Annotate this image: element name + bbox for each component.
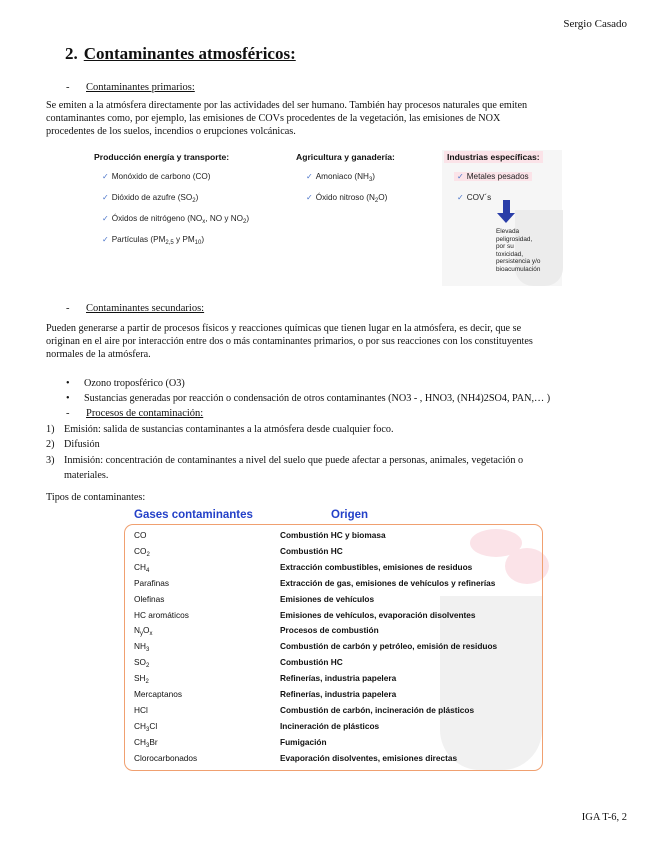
- gas-cell: [134, 625, 152, 637]
- paragraph-line: procedentes de los suelos, incendios o erupciones volcánicas.: [46, 126, 296, 137]
- check-item: [306, 193, 387, 204]
- gas-cell: [134, 721, 157, 733]
- check-icon: ✓: [102, 235, 109, 244]
- dash: -: [66, 82, 70, 93]
- gas-name: Clorocarbonados: [134, 752, 198, 763]
- primarios-paragraph: [46, 99, 626, 138]
- proceso-text: Emisión: salida de sustancias contaminantes a la atmósfera desde cualquier foco.: [64, 424, 394, 435]
- gas-name: N: [134, 625, 140, 636]
- origen-cell: Combustión HC y biomasa: [280, 530, 386, 540]
- table-header-gases: Gases contaminantes: [134, 509, 253, 521]
- check-item: [102, 172, 210, 181]
- table-row: [134, 623, 544, 639]
- origen-cell: Combustión de carbón, incineración de plásticos: [280, 704, 475, 715]
- note-line: peligrosidad,: [496, 235, 533, 243]
- bullet-text: Sustancias generadas por reacción o condensación de otros contaminantes (NO3 - , HNO3, (NH4)2SO4, PAN,… ): [84, 393, 551, 404]
- subscript: 2: [146, 551, 150, 558]
- table-row: [134, 560, 544, 576]
- paragraph-line: Se emiten a la atmósfera directamente por las actividades del ser humano. También hay procesos naturales que emiten: [46, 100, 528, 111]
- proceso-text: Inmisión: concentración de contaminantes a nivel del suelo que puede afectar a personas, animales, vegetación o: [64, 455, 524, 466]
- gas-name-tail: Cl: [149, 720, 158, 731]
- check-item: [102, 193, 198, 204]
- subscript: 3: [145, 742, 150, 749]
- paragraph-line: originan en el aire por interacción entre dos o más contaminantes primarios, o por sus reacciones con los constituyentes: [46, 336, 533, 347]
- gas-cell: [134, 562, 149, 574]
- industrias-note: [496, 228, 566, 273]
- gas-name: CH: [134, 561, 146, 572]
- arrow-head-icon: [497, 213, 515, 223]
- check-item-text: Dióxido de azufre (SO: [111, 193, 193, 202]
- page-footer: IGA T-6, 2: [581, 812, 627, 823]
- check-icon: ✓: [102, 214, 109, 223]
- subscript: 2: [243, 219, 247, 225]
- gas-cell: [134, 673, 149, 685]
- subscript: 2,5: [165, 240, 174, 246]
- gas-name-tail: O: [143, 625, 150, 636]
- bullet-text: Ozono troposférico (O3): [84, 378, 185, 389]
- arrow-down-icon: [503, 200, 510, 214]
- table-row: [134, 719, 544, 735]
- table-row: [134, 608, 544, 624]
- bullet-icon: •: [66, 393, 70, 404]
- note-line: bioacumulación: [496, 265, 541, 273]
- heading-secundarios-text: Contaminantes secundarios:: [86, 303, 205, 314]
- subscript: 10: [194, 240, 202, 246]
- origen-cell: Fumigación: [280, 736, 327, 747]
- gas-cell: [134, 753, 197, 763]
- paragraph-line: Pueden generarse a partir de procesos físicos y reacciones químicas que tienen lugar en la atmósfera, es decir, que se: [46, 323, 522, 334]
- tipos-label: Tipos de contaminantes:: [46, 492, 146, 503]
- subscript: 3: [145, 647, 150, 654]
- note-line: Elevada: [496, 228, 520, 235]
- gas-cell: [134, 594, 164, 604]
- check-item-text: Partículas (PM: [111, 235, 166, 244]
- note-line: por su: [496, 243, 514, 250]
- table-row: [134, 655, 544, 671]
- heading-procesos: [66, 408, 203, 419]
- gas-name-tail: Br: [149, 736, 158, 747]
- col-industrias-title: Industrias específicas:: [444, 151, 543, 163]
- dash: -: [66, 408, 70, 419]
- gas-name: Mercaptanos: [134, 689, 182, 699]
- subscript: x: [149, 631, 153, 638]
- gas-cell: [134, 641, 149, 653]
- gas-name: CO: [134, 545, 147, 556]
- proceso-text-cont: materiales.: [64, 470, 109, 481]
- table-row: [134, 735, 544, 751]
- section-number: 2.: [65, 44, 78, 63]
- proceso-number: 1): [46, 424, 55, 435]
- check-item-text: Óxidos de nitrógeno (NO: [111, 214, 203, 223]
- subscript: 2: [374, 198, 379, 204]
- check-icon: ✓: [102, 193, 109, 202]
- check-item-text: COV´s: [466, 193, 492, 202]
- subscript: 3: [145, 726, 150, 733]
- check-icon: ✓: [457, 193, 464, 202]
- gas-cell: [134, 610, 189, 620]
- table-row: [134, 639, 544, 655]
- gas-name: CH: [134, 736, 146, 747]
- origen-cell: Evaporación disolventes, emisiones directas: [280, 752, 458, 763]
- section-title-text: Contaminantes atmosféricos:: [83, 44, 296, 63]
- proceso-text: Difusión: [64, 439, 100, 450]
- table-row: [134, 544, 544, 560]
- table-row: [134, 528, 544, 544]
- table-row: [134, 592, 544, 608]
- check-item-text: ): [372, 172, 376, 181]
- check-icon: ✓: [102, 172, 109, 181]
- subscript: 2: [192, 198, 196, 204]
- gas-name: HC aromáticos: [134, 609, 189, 620]
- secundarios-paragraph: [46, 322, 626, 361]
- gas-cell: [134, 737, 158, 749]
- gas-name: NH: [134, 641, 146, 652]
- origen-cell: Procesos de combustión: [280, 625, 379, 636]
- check-item-text: Metales pesados: [466, 172, 529, 181]
- paragraph-line: normales de la atmósfera.: [46, 349, 151, 360]
- check-item: [102, 214, 249, 225]
- check-item-text: Óxido nitroso (N: [315, 193, 375, 202]
- bullet-icon: •: [66, 378, 70, 389]
- bullet-item: [66, 393, 550, 404]
- origen-cell: Extracción de gas, emisiones de vehículos y refinerías: [280, 577, 496, 588]
- proceso-item: [46, 455, 523, 466]
- paragraph-line: contaminantes como, por ejemplo, las emisiones de COVs procedentes de la vegetación, las emisiones de NOX: [46, 113, 501, 124]
- proceso-item: [46, 424, 394, 435]
- gas-name: SO: [134, 657, 146, 668]
- gas-cell: [134, 705, 148, 715]
- heading-secundarios: [66, 303, 204, 314]
- gas-cell: [134, 578, 169, 588]
- note-line: toxicidad,: [496, 250, 523, 258]
- gas-name: CO: [134, 530, 147, 540]
- gas-cell: [134, 689, 182, 699]
- origen-cell: Combustión de carbón y petróleo, emisión de residuos: [280, 641, 498, 652]
- check-item-text: Amoniaco (NH: [315, 172, 369, 181]
- gas-cell: [134, 530, 146, 540]
- gas-cell: [134, 546, 150, 558]
- check-icon: ✓: [306, 193, 313, 202]
- heading-procesos-text: Procesos de contaminación:: [86, 408, 204, 419]
- table-row: [134, 687, 544, 703]
- table-row: [134, 751, 544, 767]
- gas-name: HCl: [134, 704, 148, 715]
- subscript: x: [202, 219, 206, 225]
- dash: -: [66, 303, 70, 314]
- subscript: y: [140, 631, 143, 638]
- check-item-text: O): [378, 193, 388, 202]
- check-item-text: Monóxido de carbono (CO): [111, 172, 211, 181]
- proceso-number: 3): [46, 455, 55, 466]
- subscript: 2: [146, 663, 150, 670]
- col-energia-title: Producción energía y transporte:: [94, 152, 230, 162]
- note-line: persistencia y/o: [496, 258, 541, 265]
- gas-name: SH: [134, 673, 146, 684]
- subscript: 3: [368, 177, 373, 183]
- origen-cell: Extracción combustibles, emisiones de residuos: [280, 561, 473, 572]
- gas-cell: [134, 657, 149, 669]
- check-item-text: , NO y NO: [205, 214, 244, 223]
- col-agricultura-title: Agricultura y ganadería:: [296, 152, 395, 162]
- bullet-item: [66, 378, 185, 389]
- check-item: [457, 193, 491, 202]
- check-item: [306, 172, 375, 183]
- check-item-text: y PM: [173, 235, 195, 244]
- section-title: [65, 44, 296, 64]
- origen-cell: Combustión HC: [280, 657, 343, 668]
- gas-name: CH: [134, 720, 146, 731]
- check-item-text: ): [201, 235, 205, 244]
- proceso-number: 2): [46, 439, 55, 450]
- table-row: [134, 703, 544, 719]
- origen-cell: Incineración de plásticos: [280, 720, 380, 731]
- origen-cell: Refinerías, industria papelera: [280, 673, 397, 684]
- gas-name: Parafinas: [134, 577, 170, 588]
- check-item: [454, 172, 532, 181]
- table-row: [134, 671, 544, 687]
- table-header-origen: Origen: [331, 509, 369, 521]
- origen-cell: Refinerías, industria papelera: [280, 689, 397, 699]
- origen-cell: Emisiones de vehículos: [280, 593, 375, 604]
- check-item-text: ): [246, 214, 250, 223]
- origen-cell: Combustión HC: [280, 545, 343, 556]
- check-item: [102, 235, 204, 246]
- subscript: 4: [145, 567, 150, 574]
- subscript: 2: [145, 679, 149, 686]
- gas-name: Olefinas: [134, 593, 165, 604]
- author-name: Sergio Casado: [563, 18, 627, 30]
- proceso-item: [46, 439, 100, 450]
- check-icon: ✓: [306, 172, 313, 181]
- table-row: [134, 576, 544, 592]
- check-icon: ✓: [457, 172, 464, 181]
- heading-primarios: [66, 82, 195, 93]
- heading-primarios-text: Contaminantes primarios:: [86, 82, 195, 93]
- check-item-text: ): [195, 193, 199, 202]
- origen-cell: Emisiones de vehículos, evaporación disolventes: [280, 609, 476, 620]
